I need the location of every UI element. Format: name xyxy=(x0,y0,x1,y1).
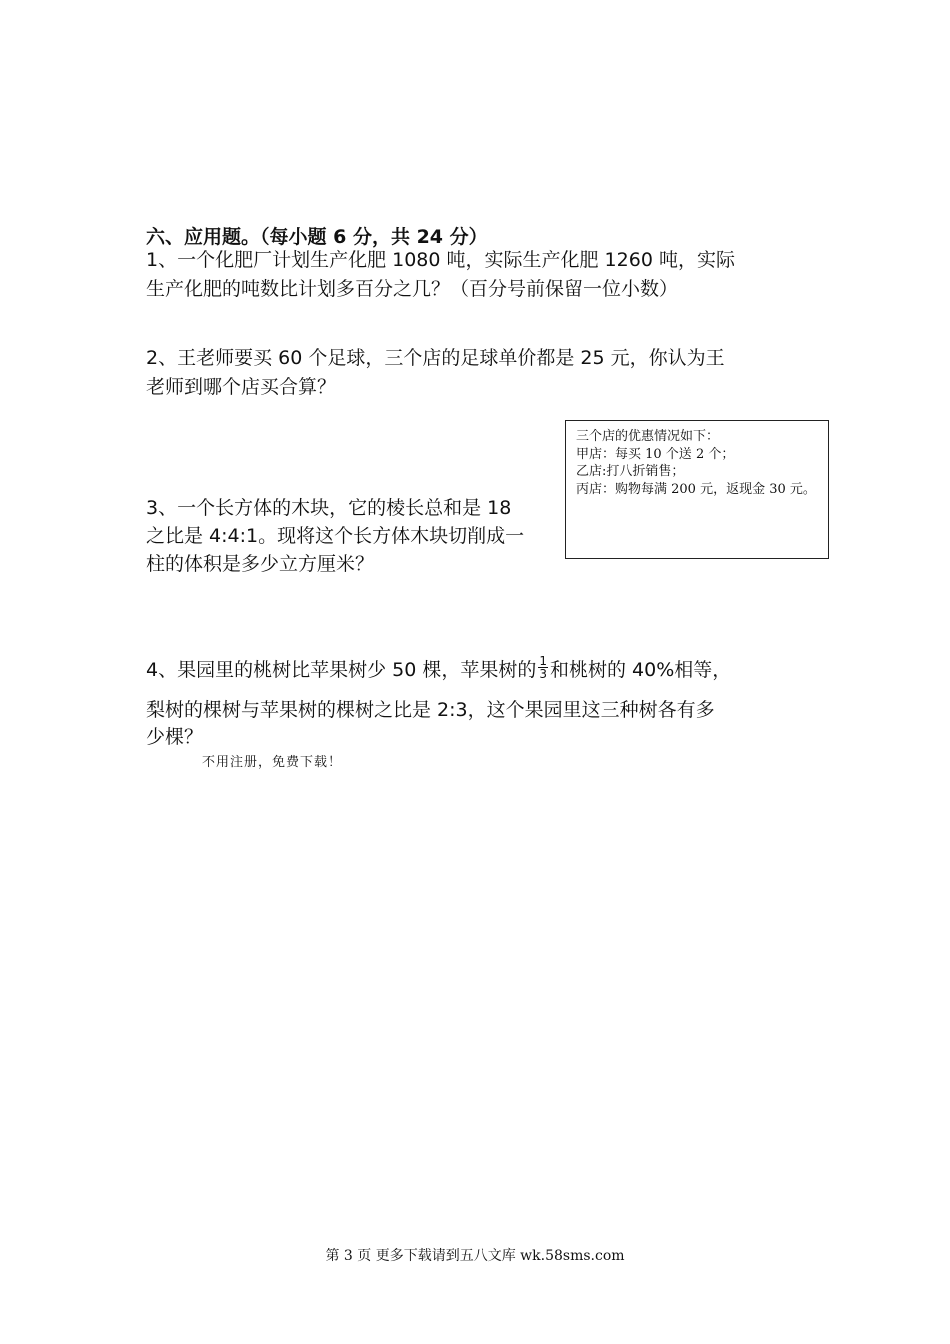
fraction-one-third xyxy=(538,655,548,680)
question-3-line-1: 3、一个长方体的木块，它的棱长总和是 18 xyxy=(146,497,512,519)
discount-info-title: 三个店的优惠情况如下： xyxy=(576,429,720,444)
question-4-line-1-start: 4、果园里的桃树比苹果树少 50 棵，苹果树的 xyxy=(146,659,537,681)
free-download-note: 不用注册，免费下载！ xyxy=(202,755,343,770)
question-4-line-1-end: 和桃树的 40%相等， xyxy=(550,659,732,681)
question-4-line-2: 梨树的棵树与苹果树的棵树之比是 2:3，这个果园里这三种树各有多 xyxy=(146,699,715,721)
question-2-line-1: 2、王老师要买 60 个足球，三个店的足球单价都是 25 元，你认为王 xyxy=(146,347,725,369)
question-1-line-1: 1、一个化肥厂计划生产化肥 1080 吨，实际生产化肥 1260 吨，实际 xyxy=(146,249,735,271)
section-heading: 六、应用题。（每小题 6 分，共 24 分） xyxy=(146,226,488,248)
question-2-line-2: 老师到哪个店买合算？ xyxy=(146,376,337,398)
page-footer: 第 3 页 更多下载请到五八文库 wk.58sms.com xyxy=(325,1248,625,1264)
question-3-line-3: 柱的体积是多少立方厘米？ xyxy=(146,553,375,575)
discount-shop-c: 丙店：购物每满 200 元，返现金 30 元。 xyxy=(576,481,816,497)
question-1-line-2: 生产化肥的吨数比计划多百分之几？（百分号前保留一位小数） xyxy=(146,278,679,300)
question-3-line-2: 之比是 4:4:1。现将这个长方体木块切削成一 xyxy=(146,525,525,547)
question-4-line-3: 少棵？ xyxy=(146,726,204,748)
discount-shop-b: 乙店:打八折销售； xyxy=(576,464,685,479)
discount-shop-a: 甲店：每买 10 个送 2 个； xyxy=(576,446,735,462)
fraction-numerator: 1 xyxy=(539,654,547,668)
question-4-line-1 xyxy=(146,656,731,685)
discount-info-box xyxy=(565,420,829,559)
fraction-denominator: 3 xyxy=(539,667,547,681)
